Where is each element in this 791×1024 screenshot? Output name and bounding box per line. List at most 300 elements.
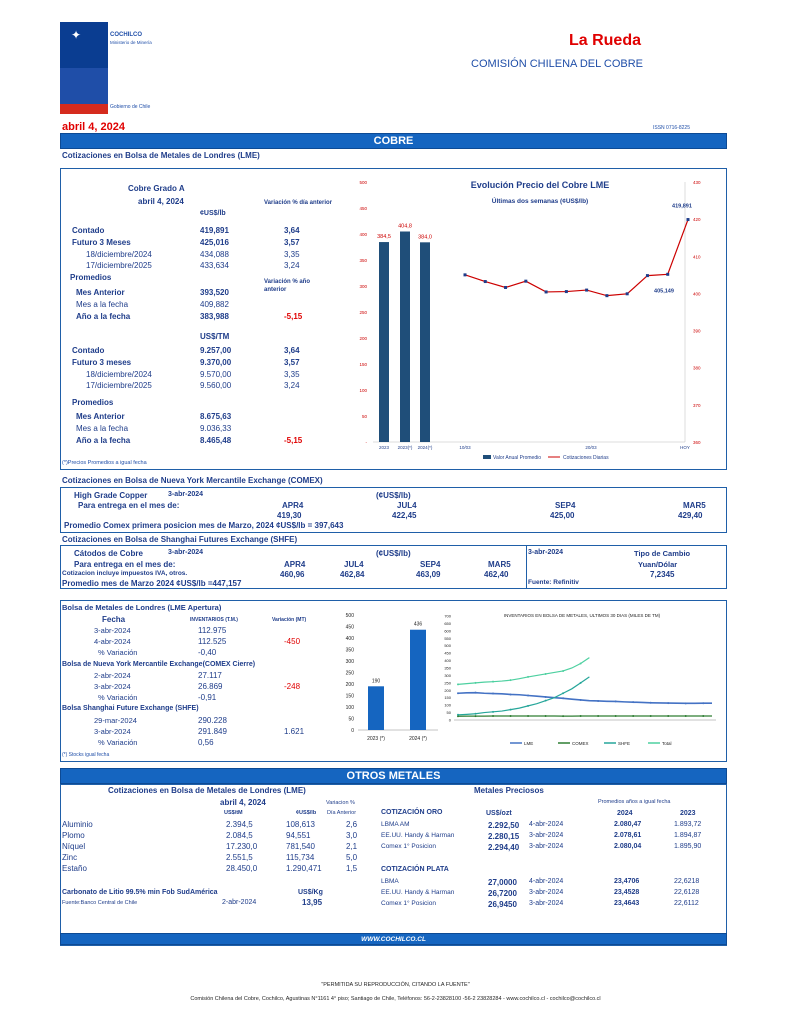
chart3-point: [580, 699, 582, 701]
chart3-point: [510, 679, 512, 681]
metal-name: Zinc: [62, 853, 78, 862]
precious-price: 2.292,50: [488, 821, 520, 830]
chart3-ytick: 0: [448, 717, 451, 723]
chart2-bar-label: 190: [371, 678, 381, 685]
inv-inventory-head: INVENTARIOS (T.M.): [190, 617, 238, 623]
lme-row-value: 9.370,00: [200, 357, 232, 367]
chart3-ytick: 350: [444, 665, 451, 671]
comex-month: JUL4: [397, 501, 417, 510]
inv-row-value: 27.117: [198, 671, 222, 680]
lme-grade-title: Cobre Grado A: [128, 184, 185, 193]
chart1-bar-label: 404,8: [398, 223, 412, 230]
lme-row-value: 8.675,63: [200, 412, 232, 421]
chart1-point: [504, 286, 507, 289]
precious-date: 3-abr-2024: [529, 900, 564, 907]
lme-row-var: 3,35: [284, 249, 300, 259]
comex-value: 419,30: [277, 511, 302, 520]
lme-row-label: Mes Anterior: [76, 288, 125, 297]
chart2-ytick: 100: [345, 705, 354, 711]
inventory-bar-chart: [332, 608, 444, 756]
chart2-ytick: 0: [351, 728, 354, 734]
year1-head: 2024: [617, 810, 633, 817]
comex-month: SEP4: [555, 501, 576, 510]
chart3-point: [545, 696, 547, 698]
chart3-point: [685, 715, 687, 717]
comex-product: High Grade Copper: [74, 491, 148, 500]
chart1-ytick-left: 200: [359, 336, 367, 341]
inv-row-label: 2-abr-2024: [94, 671, 131, 680]
otros-lme-head: Cotizaciones en Bolsa de Metales de Londres (LME): [108, 786, 306, 795]
inv-row-label: % Variación: [98, 738, 138, 747]
chart2-ytick: 350: [345, 647, 354, 654]
inv-row-value: 112.975: [198, 626, 227, 635]
precious-price: 2.280,15: [488, 832, 520, 841]
chart1-point: [605, 294, 608, 297]
chart3-point: [562, 697, 564, 699]
inv-shfe-title: Bolsa Shanghai Future Exchange (SHFE): [62, 705, 199, 712]
lme-row-var: 3,57: [284, 237, 300, 247]
metal-var: 5,0: [346, 853, 358, 862]
shfe-month: MAR5: [488, 560, 511, 569]
chart3-point: [457, 683, 459, 685]
lme-unit: ¢US$/lb: [200, 210, 226, 217]
issn: ISSN 0716-8225: [653, 125, 690, 131]
chart3-legend-label: SHFE: [618, 741, 631, 746]
inv-note: (*) Stocks igual fecha: [62, 752, 110, 758]
year2-head: 2023: [680, 810, 696, 817]
lme-row-value: 425,016: [200, 237, 229, 247]
chart3-point: [597, 700, 599, 702]
shfe-month: SEP4: [420, 560, 441, 569]
inv-comex-title: Bolsa de Nueva York Mercantile Exchange(COMEX Cierre): [62, 661, 256, 668]
lme-row-var: 3,57: [284, 357, 300, 367]
chart3-ytick: 250: [444, 680, 451, 686]
chart2-ytick: 450: [345, 624, 354, 631]
chart2-ytick: 150: [345, 693, 354, 700]
chart1-title: Evolución Precio del Cobre LME: [470, 180, 610, 190]
precious-avg-2024: 23,4643: [614, 900, 640, 907]
chart3-ytick: 450: [444, 650, 451, 656]
metal-usd-tm: 2.551,5: [226, 853, 253, 862]
metal-name: Plomo: [62, 831, 85, 840]
chart1-point: [626, 292, 629, 295]
url-bar[interactable]: [60, 933, 727, 945]
precious-avg-2024: 2.078,61: [614, 832, 642, 839]
shfe-month: JUL4: [344, 560, 364, 569]
lme-row-value: 393,520: [200, 288, 229, 297]
chart2-cat-label: 2023 (*): [367, 736, 385, 742]
precious-avg-2023: 1.895,90: [674, 843, 702, 850]
precious-name: EE.UU. Handy & Harman: [381, 889, 455, 896]
chart1-point: [565, 290, 568, 293]
chart3-point: [702, 702, 704, 704]
var-year-head: Variación % año anterior: [264, 279, 311, 293]
chart3-point: [527, 715, 529, 717]
otros-c3: Día Anterior: [327, 810, 357, 816]
chart1-ytick-right: 390: [693, 328, 701, 334]
shfe-value: 463,09: [416, 570, 441, 579]
lme-row-value: 433,634: [200, 261, 229, 271]
precious-price: 27,0000: [488, 878, 517, 887]
lme-row-value: 409,882: [200, 299, 229, 309]
lme-row-var: 3,24: [284, 381, 300, 391]
fx-value: 7,2345: [650, 570, 675, 579]
fx-date: 3-abr-2024: [528, 549, 564, 556]
chart1-ytick-right: 360: [693, 440, 701, 445]
chart1-ytick-left: 100: [359, 388, 367, 393]
precious-price: 2.294,40: [488, 843, 520, 852]
chart3-point: [685, 702, 687, 704]
comex-date: 3-abr-2024: [168, 491, 204, 498]
chart3-point: [615, 715, 617, 717]
chart3-ytick: 500: [444, 643, 451, 649]
chart3-point: [562, 670, 564, 672]
chart1-cat-label: 2024(*): [417, 445, 433, 450]
chart3-ytick: 200: [444, 687, 451, 693]
chart3-ytick: 100: [444, 702, 451, 708]
metal-var: 2,6: [346, 820, 358, 829]
copper-price-chart: [355, 172, 720, 467]
chart1-bar-label: 384,0: [418, 234, 432, 241]
chart1-ytick-right: 370: [693, 402, 701, 408]
lme-row-var: 3,64: [284, 346, 300, 355]
metal-name: Estaño: [62, 864, 87, 873]
lme-row-var: 3,35: [284, 369, 300, 379]
shfe-value: 462,84: [340, 570, 365, 579]
chart1-point: [524, 280, 527, 283]
chart1-ytick-right: 380: [693, 365, 701, 371]
chart3-ytick: 150: [444, 695, 451, 701]
newsletter-title: La Rueda: [568, 32, 641, 49]
usoz-head: US$/ozt: [486, 810, 512, 817]
chart1-point: [545, 290, 548, 293]
precious-avg-2023: 22,6112: [674, 900, 699, 907]
lme-row-label: 17/diciembre/2025: [86, 261, 152, 271]
precious-avg-2023: 1.893,72: [674, 821, 702, 828]
chart1-ytick-right: 420: [693, 217, 701, 223]
shfe-incl: Cotizacion incluye impuestos IVA, otros.: [62, 570, 188, 577]
lme-row-value: 383,988: [200, 311, 229, 321]
precious-avg-2024: 23,4706: [614, 878, 640, 885]
lme-row-value: 419,891: [200, 226, 229, 235]
chart3-point: [597, 715, 599, 717]
precious-avg-2023: 1.894,87: [674, 832, 702, 839]
chart2-ytick: 50: [348, 716, 354, 723]
lme-row-var: -5,15: [284, 435, 303, 445]
shfe-date: 3-abr-2024: [168, 549, 204, 556]
otros-var-head: Variacion %: [326, 800, 355, 806]
inventory-line-chart: [440, 608, 725, 756]
lme-row-label: 18/diciembre/2024: [86, 369, 152, 379]
chart3-point: [545, 673, 547, 675]
chart3-point: [580, 682, 582, 684]
chart3-point: [492, 715, 494, 717]
chart3-point: [527, 705, 529, 707]
metal-cents-lb: 94,551: [286, 831, 311, 840]
gov-label: Gobierno de Chile: [110, 104, 151, 110]
promedios2-label: Promedios: [72, 398, 114, 407]
coat-of-arms-icon: ✦: [70, 28, 82, 42]
metal-var: 3,0: [346, 831, 358, 840]
shfe-unit: (¢US$/lb): [376, 549, 411, 558]
inv-row-label: 4-abr-2024: [94, 637, 131, 646]
chart2-cat-label: 2024 (*): [409, 736, 427, 742]
chart3-point: [650, 715, 652, 717]
chart3-series-line: [458, 658, 589, 685]
chart3-ytick: 400: [444, 658, 451, 664]
comex-month: APR4: [282, 501, 304, 510]
metal-cents-lb: 115,734: [286, 853, 315, 862]
otros-bar: [60, 768, 727, 784]
inv-row-var: -248: [284, 682, 301, 691]
precious-price: 26,9450: [488, 900, 517, 909]
lme-row-label: Futuro 3 meses: [72, 357, 132, 367]
comex-prom: Promedio Comex primera posicion mes de Marzo, 2024 ¢US$/lb = 397,643: [64, 521, 344, 530]
precious-avg-2023: 22,6128: [674, 889, 700, 896]
chart1-point: [585, 289, 588, 292]
lme-row-var: -5,15: [284, 311, 303, 321]
chart3-point: [475, 713, 477, 715]
lme-row-value: 9.570,00: [200, 369, 232, 379]
inv-fecha: Fecha: [102, 615, 126, 624]
shfe-divider: [526, 545, 527, 589]
chart1-point: [687, 218, 690, 221]
chart3-point: [510, 715, 512, 717]
chart3-point: [632, 701, 634, 703]
lithium-date: 2-abr-2024: [222, 899, 257, 906]
lme-row-label: 17/diciembre/2025: [86, 381, 152, 391]
shfe-value: 462,40: [484, 570, 509, 579]
metal-cents-lb: 781,540: [286, 842, 315, 851]
chart1-ytick-left: 450: [359, 206, 367, 211]
lme-row-value: 8.465,48: [200, 435, 232, 445]
lme-row-label: Mes a la fecha: [76, 299, 129, 309]
comex-month: MAR5: [683, 501, 706, 510]
chart1-bar: [400, 232, 410, 442]
lme-row-value: 434,088: [200, 249, 229, 259]
chart1-ytick-left: 500: [359, 180, 367, 185]
inv-heading: Bolsa de Metales de Londres (LME Apertura): [62, 603, 222, 612]
chart3-point: [457, 692, 459, 694]
shfe-month: APR4: [284, 560, 306, 569]
chart3-point: [545, 700, 547, 702]
chart3-point: [492, 681, 494, 683]
chart1-cat-label: 2023: [378, 445, 390, 450]
lme-row-label: Año a la fecha: [76, 311, 131, 321]
lme-row-var: 3,64: [284, 226, 300, 235]
lme-var-head: Variación % día anterior: [264, 200, 333, 206]
lme-grade-date: abril 4, 2024: [138, 197, 184, 206]
chart3-point: [650, 702, 652, 704]
chart3-point: [475, 682, 477, 684]
lme-heading: Cotizaciones en Bolsa de Metales de Londres (LME): [62, 151, 260, 160]
lme-unit2: US$/TM: [200, 332, 230, 341]
chart2-bar-label: 436: [413, 621, 423, 628]
inv-row-value: 0,56: [198, 738, 214, 747]
chart1-bar: [379, 242, 389, 442]
metal-usd-tm: 17.230,0: [226, 842, 258, 851]
precious-date: 3-abr-2024: [529, 843, 564, 850]
chart3-point: [667, 702, 669, 704]
inv-row-value: 112.525: [198, 637, 227, 646]
chart1-line-label: 419,891: [672, 203, 692, 210]
metal-cents-lb: 108,613: [286, 820, 315, 829]
chart1-ytick-left: 150: [359, 362, 367, 367]
report-date: abril 4, 2024: [62, 121, 125, 133]
chart2-ytick: 250: [345, 670, 354, 677]
chart3-point: [562, 692, 564, 694]
chart3-point: [615, 700, 617, 702]
lme-row-var: 3,24: [284, 261, 300, 271]
chart2-bar: [368, 686, 384, 730]
chart3-point: [492, 711, 494, 713]
chart3-point: [702, 715, 704, 717]
logo-block: [60, 22, 108, 114]
lme-row-value: 9.257,00: [200, 346, 232, 355]
chart1-legend-label: Valor Anual Promedio: [493, 455, 541, 461]
lme-row-label: Mes Anterior: [76, 412, 125, 421]
shfe-heading: Cotizaciones en Bolsa de Shanghai Futures Exchange (SHFE): [62, 535, 298, 544]
chart3-legend-label: Total: [662, 741, 672, 746]
otros-date: abril 4, 2024: [220, 798, 266, 807]
chart3-point: [632, 715, 634, 717]
inv-row-value: 26.869: [198, 682, 223, 691]
metal-usd-tm: 2.394,5: [226, 820, 253, 829]
gold-head: COTIZACIÓN ORO: [381, 809, 443, 816]
chart3-ytick: 650: [444, 620, 451, 626]
shfe-prom: Promedio mes de Marzo 2024 ¢US$/lb =447,157: [62, 579, 242, 588]
chart3-point: [457, 714, 459, 716]
chart2-ytick: 200: [345, 682, 354, 688]
precious-date: 3-abr-2024: [529, 832, 564, 839]
comex-entrega: Para entrega en el mes de:: [78, 501, 180, 510]
lithium-unit: US$/Kg: [298, 889, 323, 896]
metal-cents-lb: 1.290,471: [286, 864, 322, 873]
org-name: COCHILCO: [110, 32, 142, 38]
logo-flag-red: [60, 104, 108, 114]
inv-row-label: % Variación: [98, 693, 138, 702]
chart1-line-label: 405,149: [654, 288, 674, 295]
chart1-ytick-right: 410: [693, 254, 701, 260]
chart3-point: [492, 693, 494, 695]
chart3-point: [510, 693, 512, 695]
chart1-xlabel: 20/03: [585, 445, 597, 450]
inv-row-var: -450: [284, 637, 301, 646]
inv-row-label: 3-abr-2024: [94, 727, 131, 736]
chart3-ytick: 50: [446, 710, 451, 716]
chart1-legend-label: Cotizaciones Diarias: [563, 455, 609, 461]
chart3-point: [562, 715, 564, 717]
chart3-point: [545, 715, 547, 717]
shfe-value: 460,96: [280, 570, 305, 579]
chart1-xlabel: HOY: [680, 445, 690, 450]
chart1-ytick-left: -: [365, 440, 367, 445]
lme-row-label: Año a la fecha: [76, 435, 131, 445]
lme-row-label: Contado: [72, 346, 105, 355]
section-cobre-bar: [60, 133, 727, 149]
inv-row-var: 1.621: [284, 727, 305, 736]
chart3-legend-label: COMEX: [572, 741, 589, 746]
fx-title: Tipo de Cambio: [634, 549, 691, 558]
chart3-point: [667, 715, 669, 717]
chart1-ytick-right: 400: [693, 291, 701, 297]
chart3-point: [580, 663, 582, 665]
precious-date: 3-abr-2024: [529, 889, 564, 896]
precious-date: 4-abr-2024: [529, 821, 564, 828]
chart1-bar-label: 384,5: [377, 234, 391, 241]
metal-var: 1,5: [346, 864, 358, 873]
site-url-link[interactable]: WWW.COCHILCO.CL: [361, 936, 426, 943]
lme-row-label: 18/diciembre/2024: [86, 249, 152, 259]
chart1-bar: [420, 242, 430, 442]
chart3-series-line: [458, 693, 712, 704]
inv-var-head: Variación (MT): [272, 617, 307, 623]
chart1-ytick-right: 430: [693, 180, 701, 185]
otros-c1: US$/tM: [224, 810, 243, 816]
comex-unit: (¢US$/lb): [376, 491, 411, 500]
chart1-point: [646, 274, 649, 277]
chart1-ytick-left: 50: [361, 414, 367, 419]
chart3-point: [527, 676, 529, 678]
comex-value: 429,40: [678, 511, 703, 520]
metal-name: Níquel: [62, 842, 86, 851]
comex-value: 422,45: [392, 511, 417, 520]
section-title: COBRE: [373, 135, 414, 147]
chart3-title: INVENTARIOS EN BOLSA DE METALES, ULTIMOS 30 DIAS (MILES DE TM): [503, 613, 661, 618]
inv-row-label: 3-abr-2024: [94, 682, 131, 691]
chart1-point: [484, 280, 487, 283]
chart3-ytick: 550: [444, 635, 451, 641]
metal-usd-tm: 2.084,5: [226, 831, 253, 840]
lme-row-value: 9.036,33: [200, 423, 232, 433]
precious-avg-2023: 22,6218: [674, 878, 700, 885]
chart3-ytick: 300: [444, 672, 451, 678]
chart3-ytick: 700: [444, 613, 451, 619]
comex-value: 425,00: [550, 511, 575, 520]
precious-name: LBMA: [381, 878, 399, 885]
chart3-legend-label: LME: [524, 741, 534, 746]
footer-permit: "PERMITIDA SU REPRODUCCIÓN, CITANDO LA FUENTE": [321, 982, 470, 988]
chart1-xlabel: 10/03: [459, 445, 471, 450]
precious-name: EE.UU. Handy & Harman: [381, 832, 455, 839]
chart1-legend-swatch: [483, 455, 491, 459]
lithium-source: Fuente:Banco Central de Chile: [62, 900, 138, 906]
inv-row-value: 290.228: [198, 716, 227, 725]
chart1-subtitle: Últimas dos semanas (¢US$/lb): [491, 198, 589, 205]
inv-row-value: -0,40: [198, 648, 217, 657]
precious-price: 26,7200: [488, 889, 517, 898]
precious-head: Metales Preciosos: [474, 786, 544, 795]
chart1-ytick-left: 400: [359, 232, 367, 237]
lme-row-label: Contado: [72, 226, 105, 235]
shfe-product: Cátodos de Cobre: [74, 549, 143, 558]
inv-row-value: 291.849: [198, 727, 227, 736]
chart1-ytick-left: 300: [359, 284, 367, 289]
chart3-ytick: 600: [444, 628, 451, 634]
otros-c2: ¢US$/lb: [296, 810, 317, 816]
lme-row-value: 9.560,00: [200, 381, 232, 391]
chart2-ytick: 300: [345, 659, 354, 665]
footer-address: Comisión Chilena del Cobre, Cochilco, Agustinas N°1161 4° piso; Santiago de Chile, Teléfonos: 56-2-23828100 -56-2 23828284 - www.cochilco.cl - cochilco@cochilco.cl: [190, 996, 601, 1002]
chart1-line: [465, 220, 688, 296]
chart3-point: [510, 709, 512, 711]
chart3-point: [580, 715, 582, 717]
chart2-ytick: 400: [345, 636, 354, 642]
fx-source: Fuente: Refinitiv: [528, 579, 579, 586]
chart1-point: [464, 273, 467, 276]
chart1-ytick-left: 350: [359, 258, 367, 263]
inv-row-value: -0,91: [198, 693, 217, 702]
